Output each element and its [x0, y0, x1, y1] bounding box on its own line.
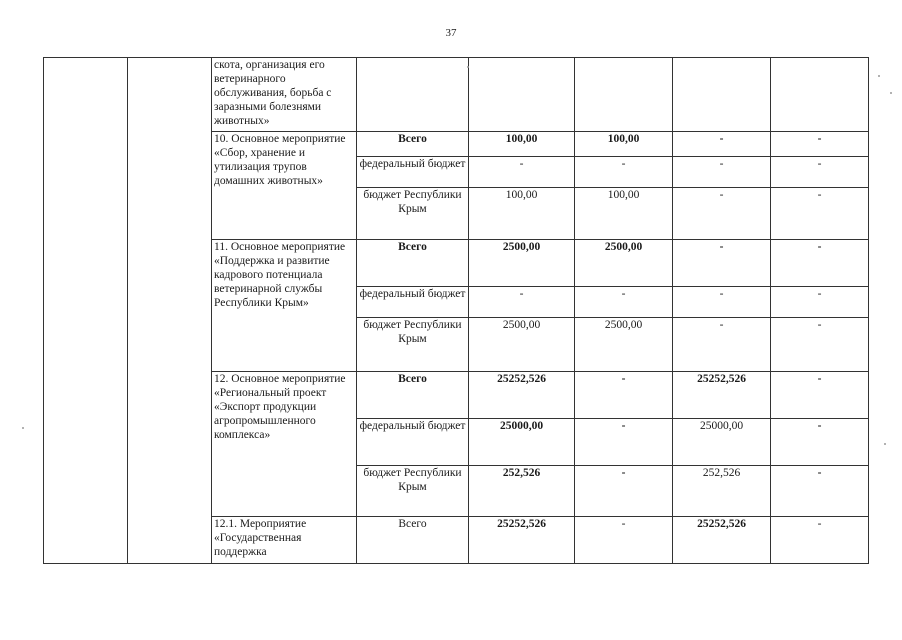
value-cell — [673, 58, 771, 132]
activity-cell: 10. Основное мероприятие «Сбор, хранение и утилизация трупов домашних животных» — [212, 132, 357, 240]
source-cell: Всего — [357, 517, 469, 564]
value-cell: - — [673, 240, 771, 287]
scan-speck — [467, 66, 469, 68]
activity-cell: 12. Основное мероприятие «Региональный проект «Экспорт продукции агропромышленного комплекса» — [212, 372, 357, 517]
budget-table — [43, 57, 869, 564]
value-cell: 252,526 — [469, 466, 575, 517]
scan-speck — [884, 443, 886, 445]
value-cell: - — [469, 287, 575, 318]
value-cell: - — [771, 157, 869, 188]
value-cell: - — [575, 419, 673, 466]
value-cell: - — [469, 157, 575, 188]
value-cell: 25000,00 — [469, 419, 575, 466]
value-cell: - — [771, 466, 869, 517]
value-cell — [469, 58, 575, 132]
value-cell: 25252,526 — [673, 372, 771, 419]
value-cell: 100,00 — [575, 188, 673, 240]
source-cell: бюджет Республики Крым — [357, 466, 469, 517]
value-cell: - — [575, 287, 673, 318]
value-cell: - — [771, 188, 869, 240]
activity-cell: 11. Основное мероприятие «Поддержка и развитие кадрового потенциала ветеринарной службы Республики Крым» — [212, 240, 357, 372]
value-cell: 100,00 — [469, 188, 575, 240]
value-cell: 25252,526 — [469, 372, 575, 419]
value-cell: - — [575, 372, 673, 419]
value-cell: 2500,00 — [469, 240, 575, 287]
scan-speck — [890, 92, 892, 94]
value-cell: 100,00 — [469, 132, 575, 157]
value-cell: 100,00 — [575, 132, 673, 157]
value-cell: - — [673, 318, 771, 372]
value-cell: 2500,00 — [575, 318, 673, 372]
scan-speck — [878, 75, 880, 77]
blank-column-2 — [128, 58, 212, 564]
source-cell: Всего — [357, 240, 469, 287]
page-number: 37 — [445, 27, 457, 39]
table-row — [44, 58, 869, 132]
blank-column-1 — [44, 58, 128, 564]
value-cell: - — [771, 517, 869, 564]
value-cell: 25000,00 — [673, 419, 771, 466]
value-cell: 252,526 — [673, 466, 771, 517]
value-cell: - — [673, 157, 771, 188]
value-cell: 25252,526 — [469, 517, 575, 564]
value-cell: - — [771, 372, 869, 419]
value-cell: - — [575, 466, 673, 517]
value-cell: - — [673, 188, 771, 240]
value-cell: - — [771, 240, 869, 287]
value-cell: 2500,00 — [469, 318, 575, 372]
source-cell — [357, 58, 469, 132]
scan-speck — [22, 427, 24, 429]
source-cell: Всего — [357, 372, 469, 419]
source-cell: федеральный бюджет — [357, 419, 469, 466]
value-cell — [771, 58, 869, 132]
value-cell — [575, 58, 673, 132]
source-cell: бюджет Республики Крым — [357, 318, 469, 372]
source-cell: бюджет Республики Крым — [357, 188, 469, 240]
value-cell: - — [575, 517, 673, 564]
value-cell: - — [771, 419, 869, 466]
value-cell: - — [673, 287, 771, 318]
activity-cell: 12.1. Мероприятие «Государственная поддержка — [212, 517, 357, 564]
value-cell: - — [771, 287, 869, 318]
value-cell: 2500,00 — [575, 240, 673, 287]
value-cell: - — [575, 157, 673, 188]
value-cell: - — [771, 318, 869, 372]
source-cell: Всего — [357, 132, 469, 157]
value-cell: - — [771, 132, 869, 157]
activity-cell: скота, организация его ветеринарного обслуживания, борьба с заразными болезнями животных» — [212, 58, 357, 132]
value-cell: 25252,526 — [673, 517, 771, 564]
value-cell: - — [673, 132, 771, 157]
source-cell: федеральный бюджет — [357, 157, 469, 188]
source-cell: федеральный бюджет — [357, 287, 469, 318]
